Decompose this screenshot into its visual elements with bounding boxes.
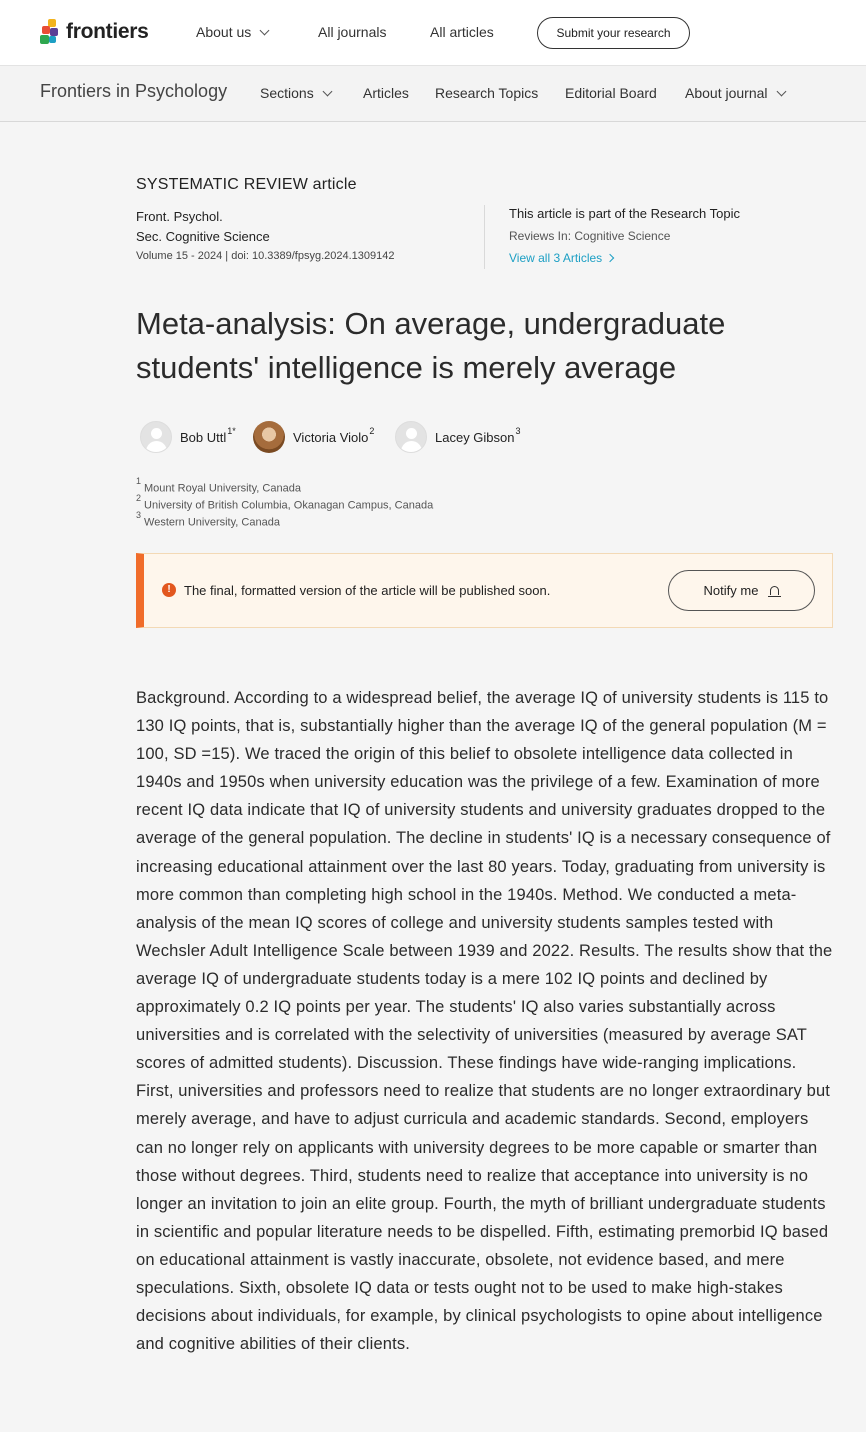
view-all-articles-label: View all 3 Articles: [509, 251, 603, 265]
article-abstract: Background. According to a widespread belief, the average IQ of university students is 115 to 130 IQ points, that is, substantially higher than the average IQ of the general population (M = 100, SD =15). We traced the origin of this belief to obsolete intelligence data collected in 1940s and 1950s when university education was the privilege of a few. Examination of more recent IQ data indicate that IQ of university students and university graduates dropped to the average of the general population. The decline in students' IQ is a necessary consequence of increasing educational attainment over the last 80 years. Today, graduating from university is more common than completing high school in the 1940s. Method. We conducted a meta-analysis of the mean IQ scores of college and university students samples tested with Wechsler Adult Intelligence Scale between 1939 and 2022. Results. The results show that the average IQ of undergraduate students today is a mere 102 IQ points and declined by approximately 0.2 IQ points per year. The students' IQ also varies substantially across universities and is correlated with the selectivity of universities (measured by average SAT scores of admitted students). Discussion. These findings have wide-ranging implications. First, universities and professors need to realize that students are no longer extraordinary but merely average, and have to adjust curricula and academic standards. Second, employers can no longer rely on applicants with university degrees to be more capable or smarter than those without degrees. Third, students need to realize that acceptance into university is no longer an invitation to join an elite group. Fourth, the myth of brilliant undergraduate students in scientific and popular literature needs to be dispelled. Fifth, estimating premorbid IQ based on educational attainment is vastly inaccurate, obsolete, not evidence based, and mere speculations. Sixth, obsolete IQ data or tests ought not to be used to make high-stakes decisions about individuals, for example, by clinical psychologists to opine about intelligence and cognitive abilities of their clients.: [136, 689, 833, 1354]
research-topic-title: This article is part of the Research Topic: [509, 206, 740, 221]
author-affiliation-sup: 2: [369, 426, 375, 436]
author-affiliation-sup: 1*: [227, 426, 236, 436]
author-bob-uttl[interactable]: [140, 421, 236, 453]
affiliation-num: 2: [136, 493, 142, 503]
article-section[interactable]: Sec. Cognitive Science: [136, 229, 270, 244]
chevron-down-icon: [322, 87, 332, 97]
affiliation-text: Western University, Canada: [144, 516, 280, 529]
bell-icon: [770, 586, 779, 595]
journal-name[interactable]: Frontiers in Psychology: [40, 81, 228, 101]
journal-nav-research-topics[interactable]: Research Topics: [435, 85, 539, 101]
nav-about-us-label: About us: [196, 24, 252, 40]
chevron-down-icon: [776, 87, 786, 97]
research-topic-name[interactable]: Reviews In: Cognitive Science: [509, 229, 671, 243]
journal-nav-sections[interactable]: [260, 85, 331, 101]
affiliation-text: Mount Royal University, Canada: [144, 482, 301, 495]
notice-text: The final, formatted version of the article will be published soon.: [184, 583, 551, 598]
author-name: Victoria Violo: [293, 429, 369, 445]
article-title: Meta-analysis: On average, undergraduate students' intelligence is merely average: [136, 306, 726, 385]
journal-abbrev: Front. Psychol.: [136, 209, 223, 224]
notify-me-label: Notify me: [703, 583, 759, 598]
submit-research-button[interactable]: Submit your research: [537, 17, 690, 49]
meta-divider: [484, 205, 485, 269]
affiliation-3: [136, 510, 280, 529]
affiliation-num: 1: [136, 476, 142, 486]
author-name: Bob Uttl: [180, 429, 227, 445]
top-header: [0, 0, 866, 66]
journal-nav-about-journal-label: About journal: [685, 85, 768, 101]
author-lacey-gibson[interactable]: [395, 421, 521, 453]
affiliation-num: 3: [136, 510, 142, 520]
avatar-placeholder-icon: [140, 421, 172, 453]
author-affiliation-sup: 3: [515, 426, 521, 436]
journal-nav-sections-label: Sections: [260, 85, 314, 101]
journal-nav-about-journal[interactable]: [685, 85, 785, 101]
logo-text: frontiers: [66, 20, 149, 43]
chevron-down-icon: [260, 26, 270, 36]
affiliation-2: [136, 493, 434, 512]
volume-doi: Volume 15 - 2024 | doi: 10.3389/fpsyg.2024.1309142: [136, 250, 395, 262]
frontiers-logo-icon: [40, 19, 62, 45]
author-name: Lacey Gibson: [435, 429, 515, 445]
nav-all-journals[interactable]: All journals: [318, 24, 387, 40]
view-all-articles-link[interactable]: [509, 251, 613, 265]
journal-nav-editorial-board[interactable]: Editorial Board: [565, 85, 657, 101]
avatar-placeholder-icon: [395, 421, 427, 453]
nav-about-us[interactable]: [196, 24, 268, 40]
journal-nav: [0, 66, 866, 122]
author-victoria-violo[interactable]: [253, 421, 374, 453]
nav-all-articles[interactable]: All articles: [430, 24, 494, 40]
affiliation-text: University of British Columbia, Okanagan Campus, Canada: [144, 499, 434, 512]
notify-me-button[interactable]: [668, 570, 815, 611]
publication-notice: [136, 553, 833, 628]
journal-nav-articles[interactable]: Articles: [363, 85, 409, 101]
avatar: [253, 421, 285, 453]
frontiers-logo[interactable]: [40, 19, 148, 45]
alert-icon: !: [162, 583, 176, 597]
chevron-right-icon: [606, 254, 614, 262]
article-type: SYSTEMATIC REVIEW article: [136, 176, 357, 193]
affiliation-1: [136, 476, 301, 495]
